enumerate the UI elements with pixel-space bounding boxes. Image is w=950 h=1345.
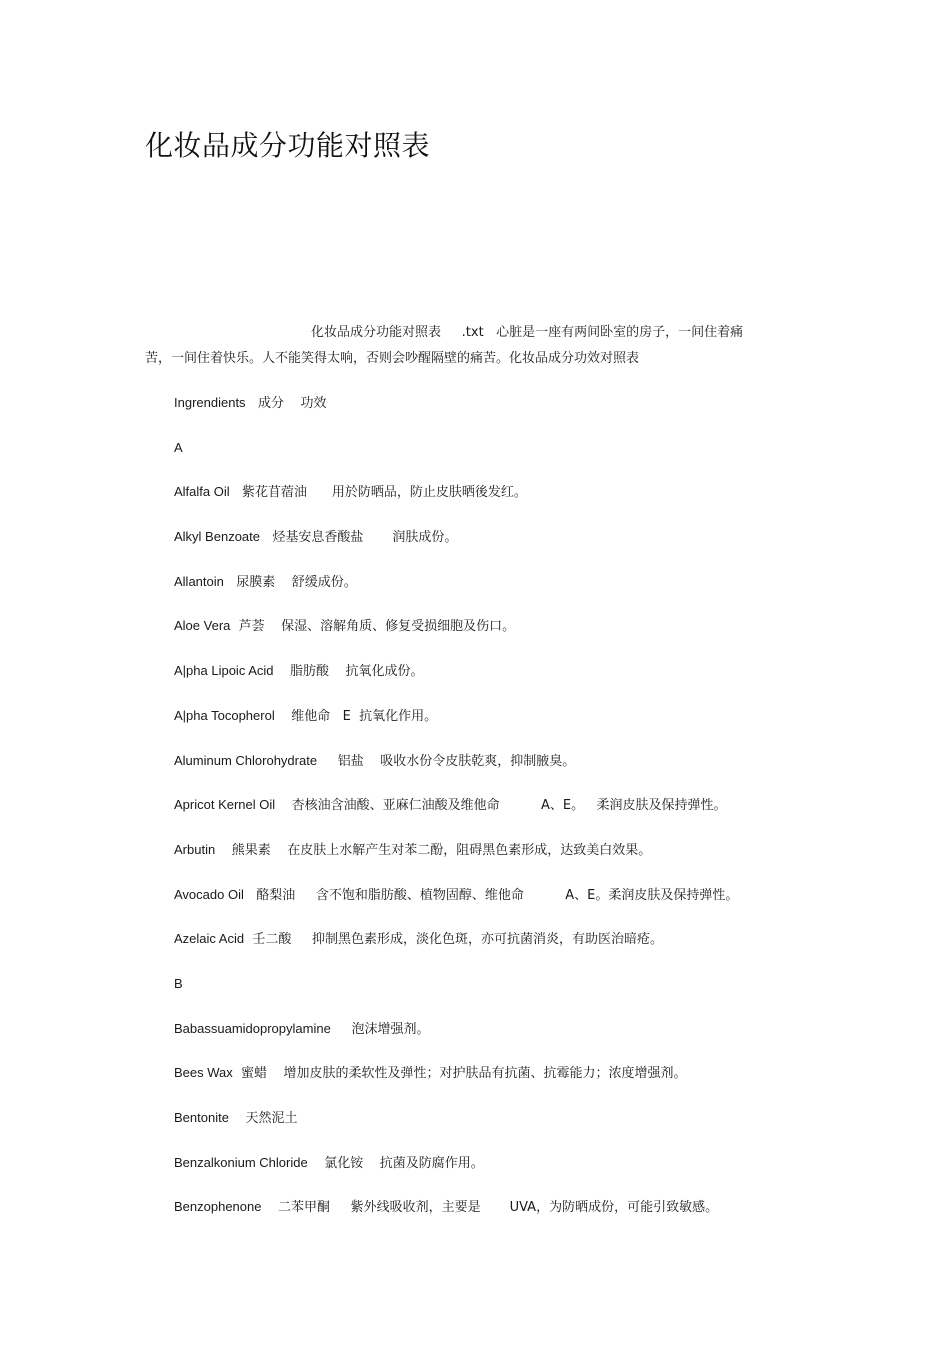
ingredient-description: 芦荟 保湿、溶解角质、修复受损细胞及伤口。 <box>230 619 516 635</box>
list-item <box>174 794 814 839</box>
ingredient-description: 氯化铵 抗菌及防腐作用。 <box>307 1155 484 1171</box>
ingredient-name: Benzalkonium Chloride <box>174 1154 308 1170</box>
section-letter-b <box>174 973 814 1018</box>
ingredient-name: Avocado Oil <box>174 886 244 902</box>
list-item <box>174 660 814 705</box>
ingredient-name: Benzophenone <box>174 1199 262 1215</box>
ingredient-name: Apricot Kernel Oil <box>174 797 276 813</box>
intro-line-2: 苦，一间住着快乐。人不能笑得太响，否则会吵醒隔壁的痛苦。化妆品成分功效对照表 <box>145 351 640 366</box>
ingredient-description: 烃基安息香酸盐 润肤成份。 <box>260 530 458 546</box>
ingredient-name: Azelaic Acid <box>174 931 245 947</box>
ingredient-description: 尿膜素 舒缓成份。 <box>223 574 357 590</box>
list-item <box>174 1152 814 1197</box>
list-item <box>174 1062 814 1107</box>
ingredient-description: 壬二酸 抑制黑色素形成，淡化色斑，亦可抗菌消炎，有助医治暗疮。 <box>244 932 664 948</box>
list-item <box>174 839 814 884</box>
ingredient-description: 铝盐 吸收水份令皮肤乾爽，抑制腋臭。 <box>317 753 576 769</box>
list-item <box>174 1018 814 1063</box>
ingredient-name: Arbutin <box>174 841 216 857</box>
section-letter-a <box>174 437 814 482</box>
list-item <box>174 615 814 660</box>
ingredient-description: 脂肪酸 抗氧化成份。 <box>273 664 424 680</box>
ingredient-description: 杏核油含油酸、亚麻仁油酸及维他命 A、E。 柔润皮肤及保持弹性。 <box>275 798 727 814</box>
section-letter: B <box>174 975 183 991</box>
list-item <box>174 571 814 616</box>
ingredient-description: 维他命 E 抗氧化作用。 <box>274 708 438 724</box>
ingredient-name: Aluminum Chlorohydrate <box>174 752 318 768</box>
ingredient-description: 泡沫增强剂。 <box>330 1021 430 1037</box>
ingredient-description: 蜜蜡 增加皮肤的柔软性及弹性；对护肤品有抗菌、抗霉能力；浓度增强剂。 <box>232 1066 687 1082</box>
list-item <box>174 884 814 929</box>
page-title: 化妆品成分功能对照表 <box>145 129 431 162</box>
ingredient-description: 酪梨油 含不饱和脂肪酸、植物固醇、维他命 A、E。柔润皮肤及保持弹性。 <box>243 887 739 903</box>
ingredient-name: Ingrendients <box>174 395 246 410</box>
intro-paragraph <box>145 320 785 372</box>
ingredient-description: 天然泥土 <box>228 1111 298 1126</box>
list-item <box>174 392 814 437</box>
ingredient-name: Bees Wax <box>174 1065 233 1081</box>
ingredient-description: 紫花苜蓿油 用於防晒品，防止皮肤晒後发红。 <box>229 485 527 501</box>
list-item <box>174 526 814 571</box>
ingredient-name: A|pha Lipoic Acid <box>174 663 274 679</box>
ingredient-name: Aloe Vera <box>174 618 231 634</box>
list-item <box>174 705 814 750</box>
section-letter: A <box>174 439 183 455</box>
list-item <box>174 481 814 526</box>
ingredient-name: Bentonite <box>174 1110 229 1125</box>
ingredient-name: Babassuamidopropylamine <box>174 1020 331 1036</box>
ingredient-name: A|pha Tocopherol <box>174 707 275 723</box>
intro-line-1: 化妆品成分功能对照表 .txt 心脏是一座有两间卧室的房子，一间住着痛 <box>311 325 744 340</box>
ingredient-name: Alkyl Benzoate <box>174 529 260 545</box>
list-item <box>174 750 814 795</box>
list-item <box>174 1196 814 1241</box>
ingredient-description: 熊果素 在皮肤上水解产生对苯二酚，阻碍黑色素形成，达致美白效果。 <box>215 842 652 858</box>
list-item <box>174 928 814 973</box>
ingredient-name: Allantoin <box>174 573 224 589</box>
list-item <box>174 1107 814 1152</box>
ingredient-list <box>174 392 814 1241</box>
ingredient-name: Alfalfa Oil <box>174 484 230 500</box>
ingredient-description: 二苯甲酮 紫外线吸收剂，主要是 UVA，为防晒成份，可能引致敏感。 <box>261 1200 719 1216</box>
ingredient-description: 成分 功效 <box>245 396 327 411</box>
